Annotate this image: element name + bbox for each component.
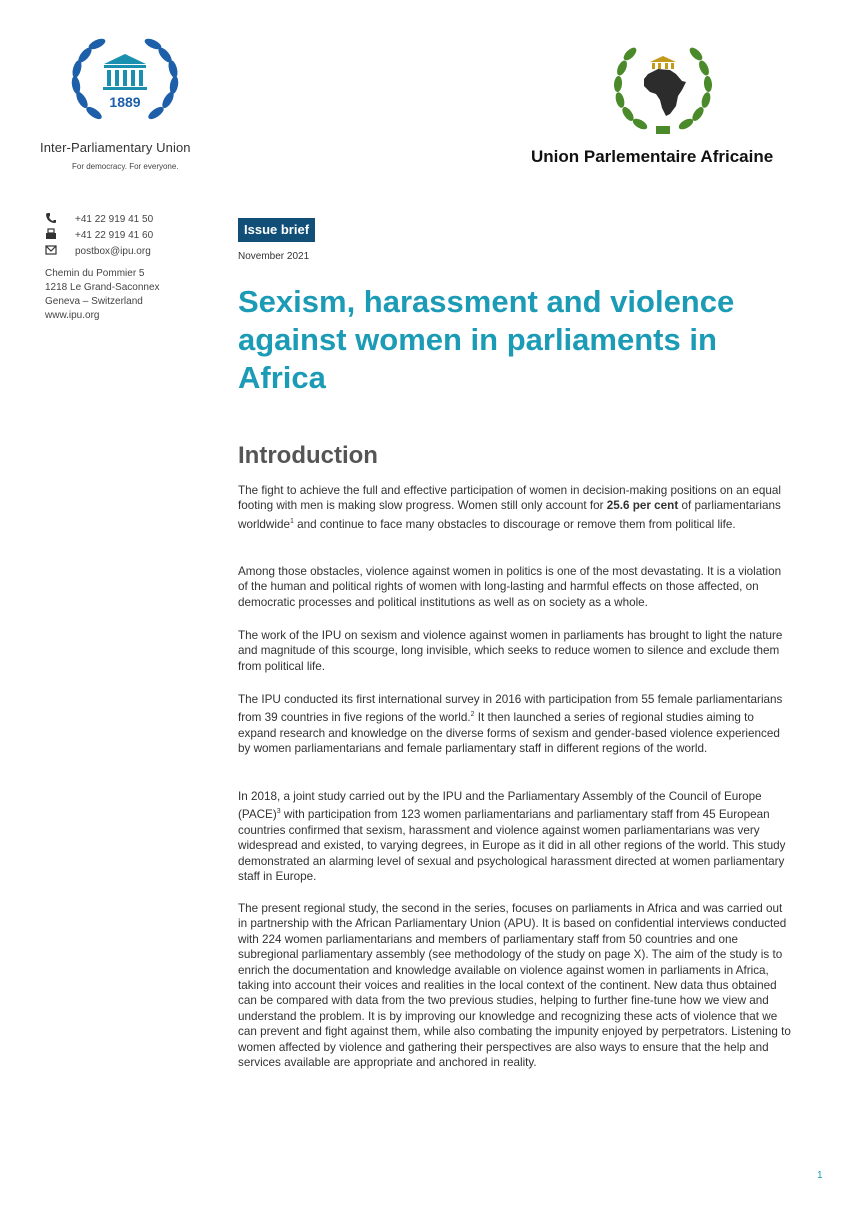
paragraph: The fight to achieve the full and effective participation of women in decision-making positions on an equal footing with men is making slow progress. Women still only account for 25.6 per cent of parliamentarians worldwide$^1$ and continue to face many obstacles to discourage or remove them from political life.: [238, 484, 781, 531]
apu-logo-icon: [598, 36, 728, 140]
page-number: 1: [817, 1170, 823, 1181]
footnote-ref: 2: [470, 711, 475, 719]
ipu-tagline: For democracy. For everyone.: [72, 162, 179, 171]
contact-email-link[interactable]: postbox@ipu.org: [75, 246, 151, 257]
issue-brief-badge: Issue brief: [238, 218, 315, 242]
footnote-ref: 1: [289, 517, 294, 525]
phone-icon: [45, 212, 65, 227]
paragraph: The present regional study, the second in the series, focuses on parliaments in Africa and was carried out in partnership with the African Parliamentary Union (APU). It is based on confidential interviews conducted with 224 women parliamentarians and members of parliamentary staff from 50 countries and one subregional parliamentary assembly (see methodology of the study on page X). The aim of the study is to enrich the documentation and knowledge available on violence against women in parliaments in Africa, taking into account their voices and realities in the local context of the continent. New data thus obtained can be compared with data from the two previous studies, helping to further fine-tune how we view and understand the problem. It is by improving our knowledge and recognizing these acts of violence that we can prevent and fight against them, while also combating the impunity enjoyed by perpetrators. Listening to women affected by violence and gathering their perspectives are also ways to ensure that the help and services available are appropriate and anchored in reality.: [238, 902, 791, 1070]
section-heading: Introduction: [238, 442, 378, 469]
contact-fax-text: +41 22 919 41 60: [75, 230, 154, 241]
contact-email: [45, 244, 151, 259]
paragraph: The IPU conducted its first international survey in 2016 with participation from 55 female parliamentarians from 39 countries in five regions of the world.$^2$ It then launched a series of regional studies aiming to expand research and knowledge on the diverse forms of sexism and gender-based violence experienced by women parliamentarians and female parliamentary staff in different regions of the world.: [238, 693, 783, 756]
paragraph: The work of the IPU on sexism and violence against women in parliaments has brought to light the nature and magnitude of this scourge, long invisible, which seeks to reduce women to silence and exclude them from political life.: [238, 629, 783, 673]
email-icon: [45, 244, 65, 259]
address-line: Geneva – Switzerland: [45, 296, 143, 307]
publication-date: November 2021: [238, 251, 310, 262]
ipu-name: Inter-Parliamentary Union: [40, 140, 191, 155]
ipu-logo-year: 1889: [109, 94, 141, 110]
fax-icon: [45, 228, 65, 243]
website-link[interactable]: www.ipu.org: [45, 310, 100, 321]
footnote-ref: 3: [276, 808, 281, 816]
paragraph: Among those obstacles, violence against women in politics is one of the most devastating. It is a violation of the human and political rights of women with long-lasting and harmful effects on those affected, on democratic processes and political institutions as well as on society as a whole.: [238, 565, 782, 609]
apu-name: Union Parlementaire Africaine: [531, 147, 774, 166]
paragraph: In 2018, a joint study carried out by the IPU and the Parliamentary Assembly of the Council of Europe (PACE)$^3$ with participation from 123 women parliamentarians and parliamentary staff from 45 European countries confirmed that sexism, harassment and violence against women parliamentarians was very widespread and existed, to varying degrees, in Europe as it did in all other regions of the world. This study demonstrated an alarming level of sexual and psychological harassment directed at women parliamentary staff in Europe.: [238, 790, 786, 883]
contact-phone-text: +41 22 919 41 50: [75, 214, 154, 225]
ipu-logo-icon: [60, 30, 190, 130]
contact-fax: [45, 228, 153, 243]
address-line: Chemin du Pommier 5: [45, 268, 145, 279]
address-line: 1218 Le Grand-Saconnex: [45, 282, 160, 293]
contact-phone: [45, 212, 153, 227]
document-title: Sexism, harassment and violence against women in parliaments in Africa: [238, 284, 735, 395]
